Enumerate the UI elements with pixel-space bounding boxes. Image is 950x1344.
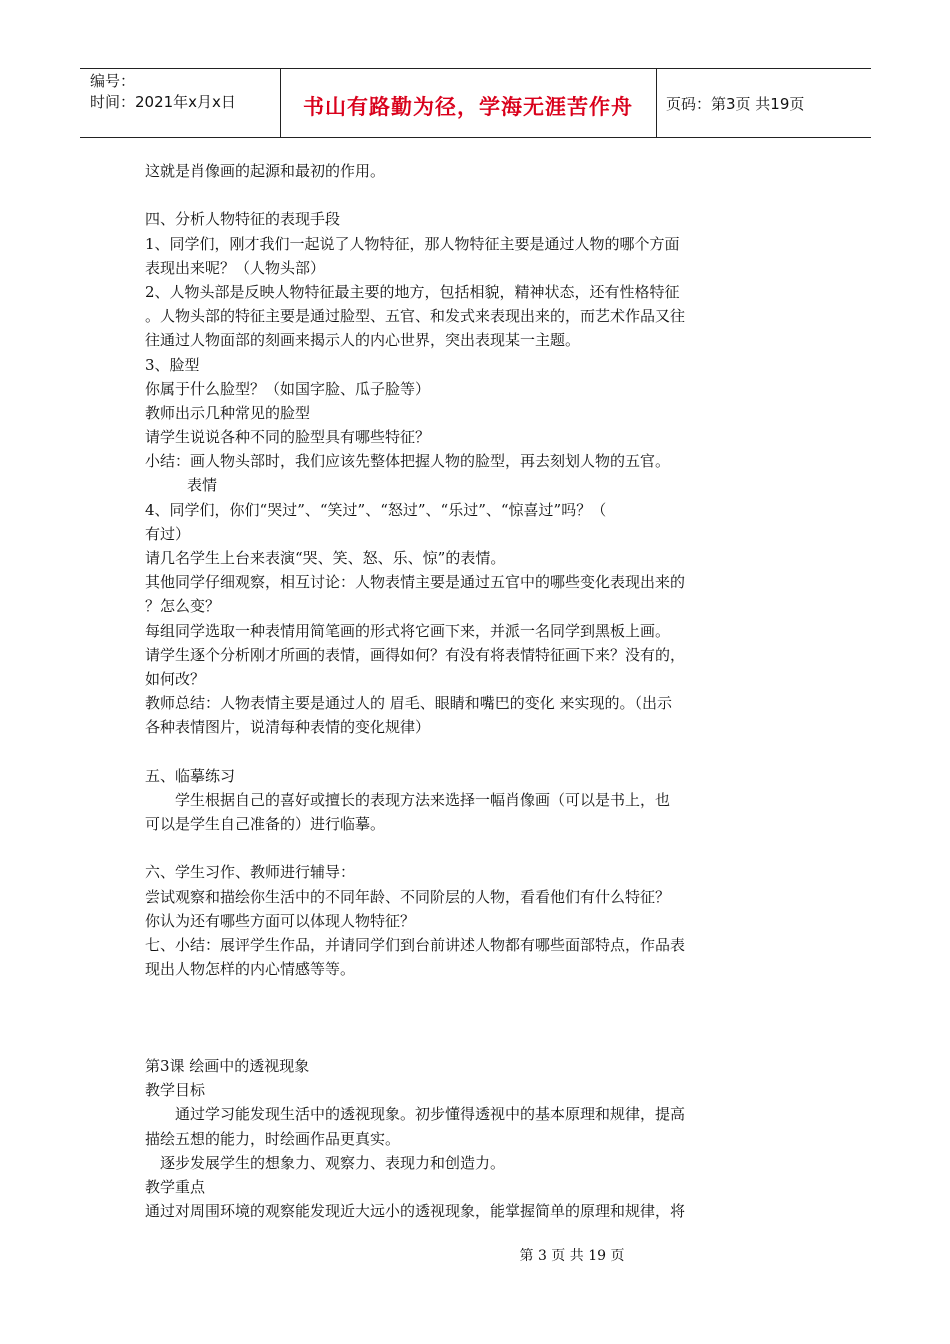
text-line: ？怎么变？ <box>145 597 221 616</box>
blank-line <box>145 981 755 1005</box>
text-line: 。人物头部的特征主要是通过脸型、五官、和发式来表现出来的，而艺术作品又往 <box>145 307 686 326</box>
text-line: 请几名学生上台来表演“哭、笑、怒、乐、惊”的表情。 <box>145 549 506 567</box>
text-line: 五、临摹练习 <box>145 766 236 785</box>
header-divider <box>656 69 657 137</box>
text-line: 你认为还有哪些方面可以体现人物特征？ <box>145 911 416 930</box>
page-footer <box>0 1245 950 1265</box>
header-meta <box>90 71 275 113</box>
document-body <box>145 159 755 1223</box>
text-line: 其他同学仔细观察，相互讨论：人物表情主要是通过五官中的哪些变化表现出来的 <box>145 573 686 592</box>
text-line: 有过） <box>145 524 191 543</box>
text-line: 通过学习能发现生活中的透视现象。初步懂得透视中的基本原理和规律，提高 <box>175 1105 686 1124</box>
text-line: 可以是学生自己准备的）进行临摹。 <box>145 815 386 834</box>
text-line: 这就是肖像画的起源和最初的作用。 <box>145 162 386 180</box>
text-line: 现出人物怎样的内心情感等等。 <box>145 960 356 979</box>
text-line: 4、同学们，你们“哭过”、“笑过”、“怒过”、“乐过”、“惊喜过”吗？（ <box>145 500 607 519</box>
document-number-label: 编号： <box>90 72 136 90</box>
text-line: 3、脸型 <box>145 355 200 374</box>
text-line: 表情 <box>187 476 218 495</box>
text-line: 四、分析人物特征的表现手段 <box>145 210 341 229</box>
text-line: 教学重点 <box>145 1177 206 1196</box>
text-line: 描绘五想的能力，时绘画作品更真实。 <box>145 1129 401 1148</box>
text-line: 表现出来呢？（人物头部） <box>145 258 326 277</box>
blank-line <box>145 183 755 207</box>
text-line: 教师出示几种常见的脸型 <box>145 403 311 422</box>
text-line: 往通过人物面部的刻画来揭示人的内心世界，突出表现某一主题。 <box>145 331 581 350</box>
text-line: 教学目标 <box>145 1081 206 1100</box>
text-line: 逐步发展学生的想象力、观察力、表现力和创造力。 <box>160 1153 506 1172</box>
header-motto: 书山有路勤为径，学海无涯苦作舟 <box>303 95 633 119</box>
blank-line <box>145 1030 755 1054</box>
text-line: 各种表情图片，说清每种表情的变化规律） <box>145 718 431 737</box>
blank-line <box>145 1006 755 1030</box>
text-line: 1、同学们，刚才我们一起说了人物特征，那人物特征主要是通过人物的哪个方面 <box>145 234 680 253</box>
text-line: 通过对周围环境的观察能发现近大远小的透视现象，能掌握简单的原理和规律，将 <box>145 1202 686 1221</box>
text-line: 你属于什么脸型？（如国字脸、瓜子脸等） <box>145 379 431 398</box>
header-page-label: 页码：第3页 共19页 <box>666 95 805 113</box>
text-line: 教师总结：人物表情主要是通过人的 眉毛、眼睛和嘴巴的变化 来实现的。（出示 <box>145 694 673 713</box>
text-line: 每组同学选取一种表情用简笔画的形式将它画下来，并派一名同学到黑板上画。 <box>145 621 671 640</box>
text-line: 尝试观察和描绘你生活中的不同年龄、不同阶层的人物，看看他们有什么特征？ <box>145 887 671 906</box>
text-line: 请学生说说各种不同的脸型具有哪些特征？ <box>145 428 431 447</box>
text-line: 七、小结：展评学生作品，并请同学们到台前讲述人物都有哪些面部特点，作品表 <box>145 936 686 954</box>
text-line: 学生根据自己的喜好或擅长的表现方法来选择一幅肖像画（可以是书上，也 <box>175 790 671 809</box>
footer-page-number: 第 3 页 共 19 页 <box>519 1248 625 1264</box>
page-header <box>80 68 871 138</box>
blank-line <box>145 740 755 764</box>
text-line: 2、人物头部是反映人物特征最主要的地方，包括相貌，精神状态，还有性格特征 <box>145 282 680 301</box>
document-time-label: 时间：2021年x月x日 <box>90 93 236 111</box>
text-line: 请学生逐个分析刚才所画的表情，画得如何？有没有将表情特征画下来？没有的， <box>145 645 686 664</box>
text-line: 六、学生习作、教师进行辅导： <box>145 863 356 882</box>
text-line: 小结：画人物头部时，我们应该先整体把握人物的脸型，再去刻划人物的五官。 <box>145 452 671 471</box>
text-line: 第3课 绘画中的透视现象 <box>145 1056 310 1075</box>
text-line: 如何改？ <box>145 669 206 688</box>
blank-line <box>145 836 755 860</box>
